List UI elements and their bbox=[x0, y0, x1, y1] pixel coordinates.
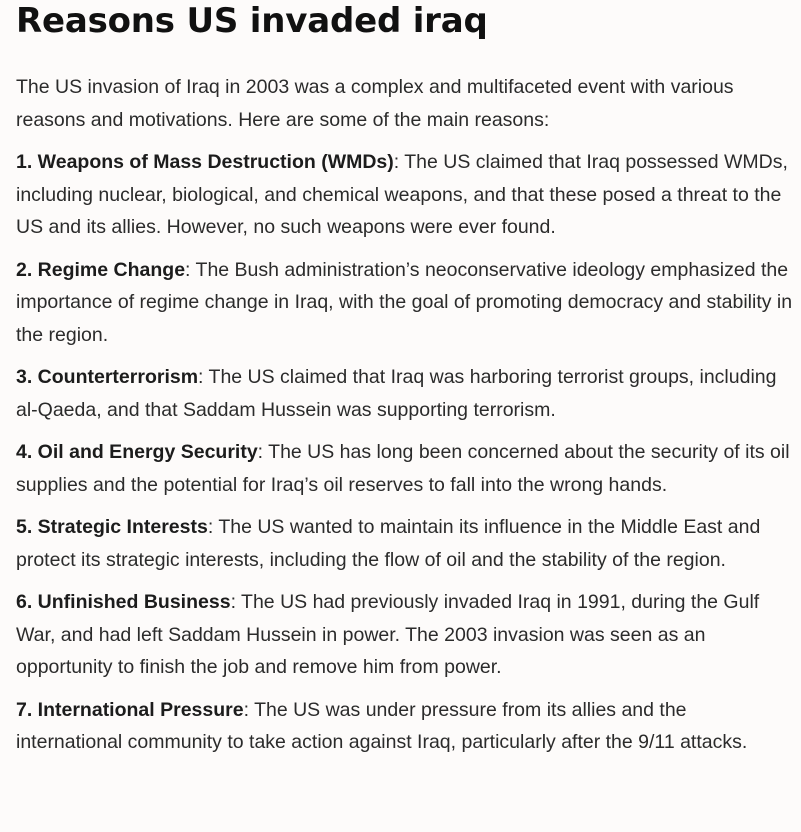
reason-title: 2. Regime Change bbox=[16, 258, 186, 281]
reason-title: 7. International Pressure bbox=[16, 698, 244, 721]
reason-text: : The US claimed that Iraq possessed WMDs, including nuclear, biological, and chemical weapons, and that these posed a threat to the US and its allies. However, no such weapons were ever found. bbox=[16, 151, 788, 238]
reason-item-international-pressure bbox=[16, 694, 793, 759]
reason-text: : The US has long been concerned about the security of its oil supplies and the potential for Iraq’s oil reserves to fall into the wrong hands. bbox=[16, 441, 790, 496]
reason-title: 5. Strategic Interests bbox=[16, 516, 208, 538]
intro-paragraph: The US invasion of Iraq in 2003 was a complex and multifaceted event with various reasons and motivations. Here are some of the main reasons: bbox=[16, 76, 734, 131]
reason-item-strategic-interests bbox=[16, 511, 793, 576]
reason-text: : The US had previously invaded Iraq in 1991, during the Gulf War, and had left Saddam Hussein in power. The 2003 invasion was seen as an opportunity to finish the job and remove him from power. bbox=[16, 591, 760, 678]
reason-title: 1. Weapons of Mass Destruction (WMDs) bbox=[16, 151, 394, 173]
reason-item-wmds bbox=[16, 146, 793, 244]
reason-title: 6. Unfinished Business bbox=[16, 591, 231, 613]
reason-item-counterterrorism bbox=[16, 361, 793, 426]
reason-item-unfinished-business bbox=[16, 586, 793, 684]
page-title: Reasons US invaded iraq bbox=[16, 1, 488, 41]
reason-text: : The US was under pressure from its allies and the international community to take action against Iraq, particularly after the 9/11 attacks. bbox=[16, 698, 748, 753]
reason-title: 4. Oil and Energy Security bbox=[16, 441, 258, 463]
reason-title: 3. Counterterrorism bbox=[16, 366, 199, 388]
reason-text: : The Bush administration’s neoconservative ideology emphasized the importance of regime change in Iraq, with the goal of promoting democracy and stability in the region. bbox=[16, 258, 793, 346]
reason-text: : The US wanted to maintain its influence in the Middle East and protect its strategic interests, including the flow of oil and the stability of the region. bbox=[16, 516, 761, 571]
reason-item-oil-energy bbox=[16, 436, 793, 501]
reason-text: : The US claimed that Iraq was harboring terrorist groups, including al-Qaeda, and that Saddam Hussein was supporting terrorism. bbox=[16, 366, 777, 421]
reason-item-regime-change bbox=[16, 254, 793, 352]
